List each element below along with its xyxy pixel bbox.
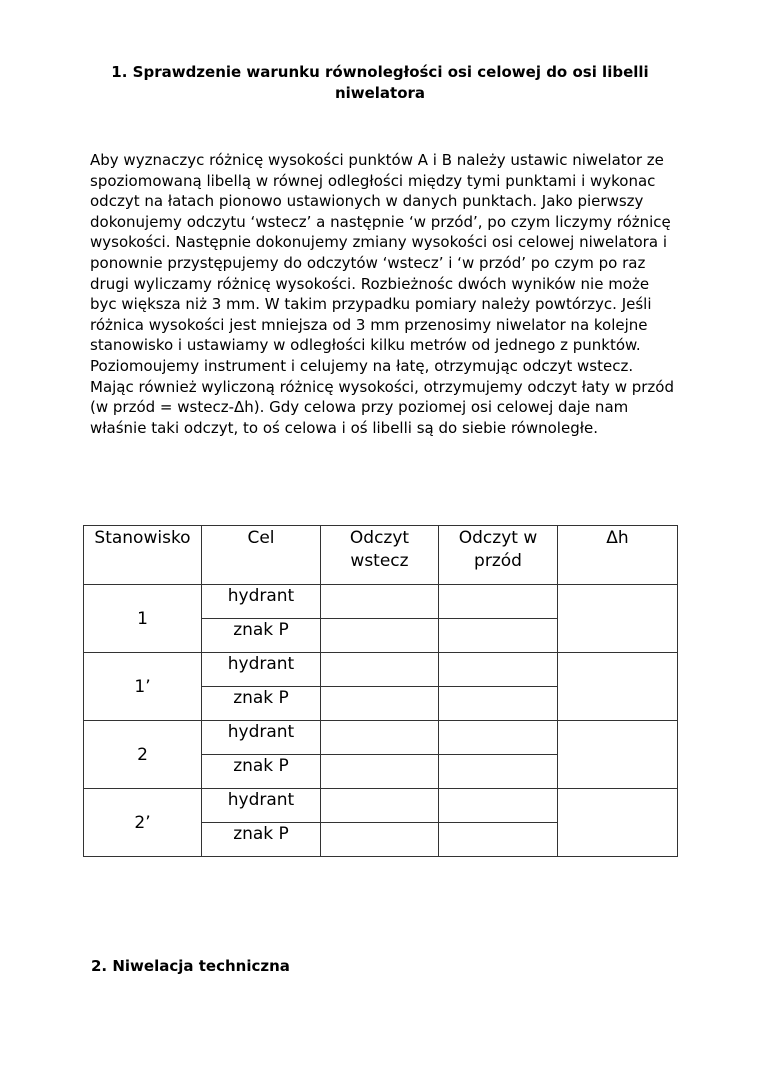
target-cell: znak P xyxy=(202,687,321,721)
station-cell: 1’ xyxy=(84,653,202,721)
header-delta-h: Δh xyxy=(558,526,678,585)
target-cell: hydrant xyxy=(202,721,321,755)
reading-back-cell xyxy=(321,755,439,789)
reading-back-cell xyxy=(321,619,439,653)
target-cell: znak P xyxy=(202,619,321,653)
delta-h-cell xyxy=(558,789,678,857)
header-odczyt-wstecz: Odczyt wstecz xyxy=(321,526,439,585)
reading-back-cell xyxy=(321,687,439,721)
target-cell: hydrant xyxy=(202,653,321,687)
measurement-table xyxy=(83,525,678,857)
reading-forward-cell xyxy=(439,789,558,823)
delta-h-cell xyxy=(558,653,678,721)
reading-forward-cell xyxy=(439,755,558,789)
header-odczyt-w-przod: Odczyt w przód xyxy=(439,526,558,585)
reading-back-cell xyxy=(321,585,439,619)
delta-h-cell xyxy=(558,721,678,789)
header-stanowisko: Stanowisko xyxy=(84,526,202,585)
header-cel: Cel xyxy=(202,526,321,585)
table-row xyxy=(84,653,678,687)
station-cell: 2’ xyxy=(84,789,202,857)
reading-back-cell xyxy=(321,721,439,755)
table-row xyxy=(84,585,678,619)
table-row xyxy=(84,789,678,823)
station-cell: 1 xyxy=(84,585,202,653)
reading-back-cell xyxy=(321,789,439,823)
body-paragraph: Aby wyznaczyc różnicę wysokości punktów A i B należy ustawic niwelator ze spoziomowaną libellą w równej odległości między tymi punktami i wykonac odczyt na łatach pionowo ustawionych w danych punktach. Jako pierwszy dokonujemy odczytu ‘wstecz’ a następnie ‘w przód’, po czym liczymy różnicę wysokości. Następnie dokonujemy zmiany wysokości osi celowej niwelatora i ponownie przystępujemy do odczytów ‘wstecz’ i ‘w przód’ po czym po raz drugi wyliczamy różnicę wysokości. Rozbieżnośc dwóch wyników nie może byc większa niż 3 mm. W takim przypadku pomiary należy powtórzyc. Jeśli różnica wysokości jest mniejsza od 3 mm przenosimy niwelator na kolejne stanowisko i ustawiamy w odległości kilku metrów od jednego z punktów. Poziomoujemy instrument i celujemy na łatę, otrzymując odczyt wstecz. Mając również wyliczoną różnicę wysokości, otrzymujemy odczyt łaty w przód (w przód = wstecz-Δh). Gdy celowa przy poziomej osi celowej daje nam właśnie taki odczyt, to oś celowa i oś libelli są do siebie równoległe. xyxy=(90,151,674,437)
page-title: 1. Sprawdzenie warunku równoległości osi celowej do osi libelli niwelatora xyxy=(111,63,649,102)
reading-forward-cell xyxy=(439,687,558,721)
table-row xyxy=(84,721,678,755)
reading-forward-cell xyxy=(439,585,558,619)
station-cell: 2 xyxy=(84,721,202,789)
reading-back-cell xyxy=(321,653,439,687)
target-cell: znak P xyxy=(202,823,321,857)
reading-forward-cell xyxy=(439,721,558,755)
delta-h-cell xyxy=(558,585,678,653)
target-cell: hydrant xyxy=(202,789,321,823)
reading-forward-cell xyxy=(439,823,558,857)
section-heading: 2. Niwelacja techniczna xyxy=(91,957,290,975)
reading-forward-cell xyxy=(439,653,558,687)
target-cell: hydrant xyxy=(202,585,321,619)
target-cell: znak P xyxy=(202,755,321,789)
reading-back-cell xyxy=(321,823,439,857)
table-header-row xyxy=(84,526,678,585)
reading-forward-cell xyxy=(439,619,558,653)
